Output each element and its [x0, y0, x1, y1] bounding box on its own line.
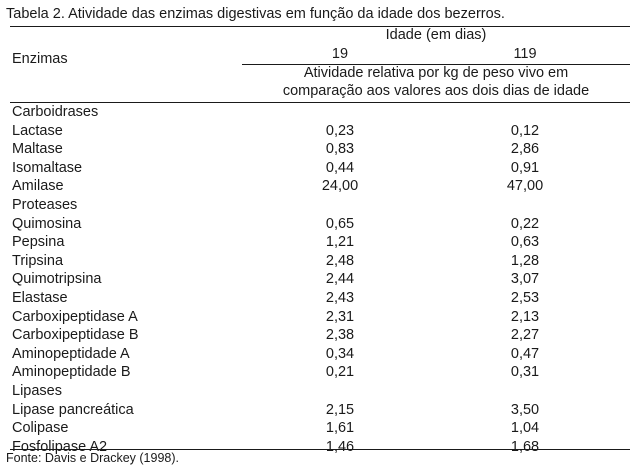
header-col-19: 19 [331, 46, 349, 62]
row-name: Lipase pancreática [12, 401, 134, 418]
row-value-19: 1,21 [325, 234, 355, 251]
row-value-119: 0,22 [510, 215, 540, 232]
row-value-19: 0,65 [325, 215, 355, 232]
table-row [0, 290, 636, 309]
row-name: Lipases [12, 382, 62, 399]
row-name: Colipase [12, 420, 69, 437]
row-value-19: 0,83 [325, 141, 355, 158]
table-row [0, 216, 636, 235]
row-value-19: 1,46 [325, 438, 355, 455]
row-name: Fosfolipase A2 [12, 438, 108, 455]
table-row [0, 364, 636, 383]
table-row [0, 197, 636, 216]
row-value-19: 2,15 [325, 401, 355, 418]
header-idade: Idade (em dias) [385, 27, 487, 43]
row-value-19: 1,61 [325, 420, 355, 437]
row-name: Isomaltase [12, 159, 83, 176]
row-value-19: 0,44 [325, 159, 355, 176]
table-row [0, 178, 636, 197]
row-value-19: 2,31 [325, 308, 355, 325]
table-row [0, 234, 636, 253]
row-name: Lactase [12, 122, 63, 139]
header-col-119: 119 [513, 46, 537, 62]
row-name: Tripsina [12, 252, 64, 269]
row-value-119: 1,68 [510, 438, 540, 455]
table-row [0, 160, 636, 179]
row-name: Aminopeptidade A [12, 345, 130, 362]
header-sub-line1: Atividade relativa por kg de peso vivo em [303, 65, 569, 81]
table-row [0, 104, 636, 123]
row-value-19: 2,38 [325, 327, 355, 344]
row-value-19: 2,43 [325, 289, 355, 306]
row-name: Carboxipeptidase A [12, 308, 138, 325]
row-value-119: 2,86 [510, 141, 540, 158]
row-value-119: 2,53 [510, 289, 540, 306]
row-name: Amilase [12, 178, 64, 195]
header-enzimas: Enzimas [12, 51, 68, 67]
table-body [0, 104, 636, 457]
row-name: Pepsina [12, 234, 65, 251]
row-value-19: 0,23 [325, 122, 355, 139]
row-value-19: 0,21 [325, 364, 355, 381]
row-name: Elastase [12, 289, 68, 306]
row-value-119: 1,04 [510, 420, 540, 437]
row-name: Aminopeptidade B [12, 364, 131, 381]
header-bottom-rule [10, 102, 630, 103]
row-name: Proteases [12, 196, 78, 213]
table-row [0, 327, 636, 346]
row-value-119: 47,00 [506, 178, 544, 195]
row-name: Carboidrases [12, 104, 99, 120]
table-caption: Tabela 2. Atividade das enzimas digestivas em função da idade dos bezerros. [6, 6, 505, 22]
row-value-119: 2,13 [510, 308, 540, 325]
table-row [0, 420, 636, 439]
row-value-119: 0,47 [510, 345, 540, 362]
row-name: Quimosina [12, 215, 82, 232]
table-row [0, 271, 636, 290]
table-source: Fonte: Davis e Drackey (1998). [6, 451, 179, 465]
table-row [0, 309, 636, 328]
table-row [0, 383, 636, 402]
row-value-19: 0,34 [325, 345, 355, 362]
table-row [0, 346, 636, 365]
header-sub-line2: comparação aos valores aos dois dias de idade [282, 83, 590, 99]
row-name: Maltase [12, 141, 63, 158]
row-value-119: 2,27 [510, 327, 540, 344]
row-value-19: 2,48 [325, 252, 355, 269]
row-name: Carboxipeptidase B [12, 327, 139, 344]
row-value-119: 3,50 [510, 401, 540, 418]
row-value-119: 0,31 [510, 364, 540, 381]
row-name: Quimotripsina [12, 271, 102, 288]
row-value-119: 0,12 [510, 122, 540, 139]
row-value-19: 2,44 [325, 271, 355, 288]
row-value-119: 1,28 [510, 252, 540, 269]
row-value-119: 0,63 [510, 234, 540, 251]
row-value-119: 3,07 [510, 271, 540, 288]
row-value-119: 0,91 [510, 159, 540, 176]
table-row [0, 123, 636, 142]
row-value-19: 24,00 [321, 178, 359, 195]
table-row [0, 141, 636, 160]
table-row [0, 253, 636, 272]
table-row [0, 402, 636, 421]
bottom-rule [10, 449, 630, 450]
